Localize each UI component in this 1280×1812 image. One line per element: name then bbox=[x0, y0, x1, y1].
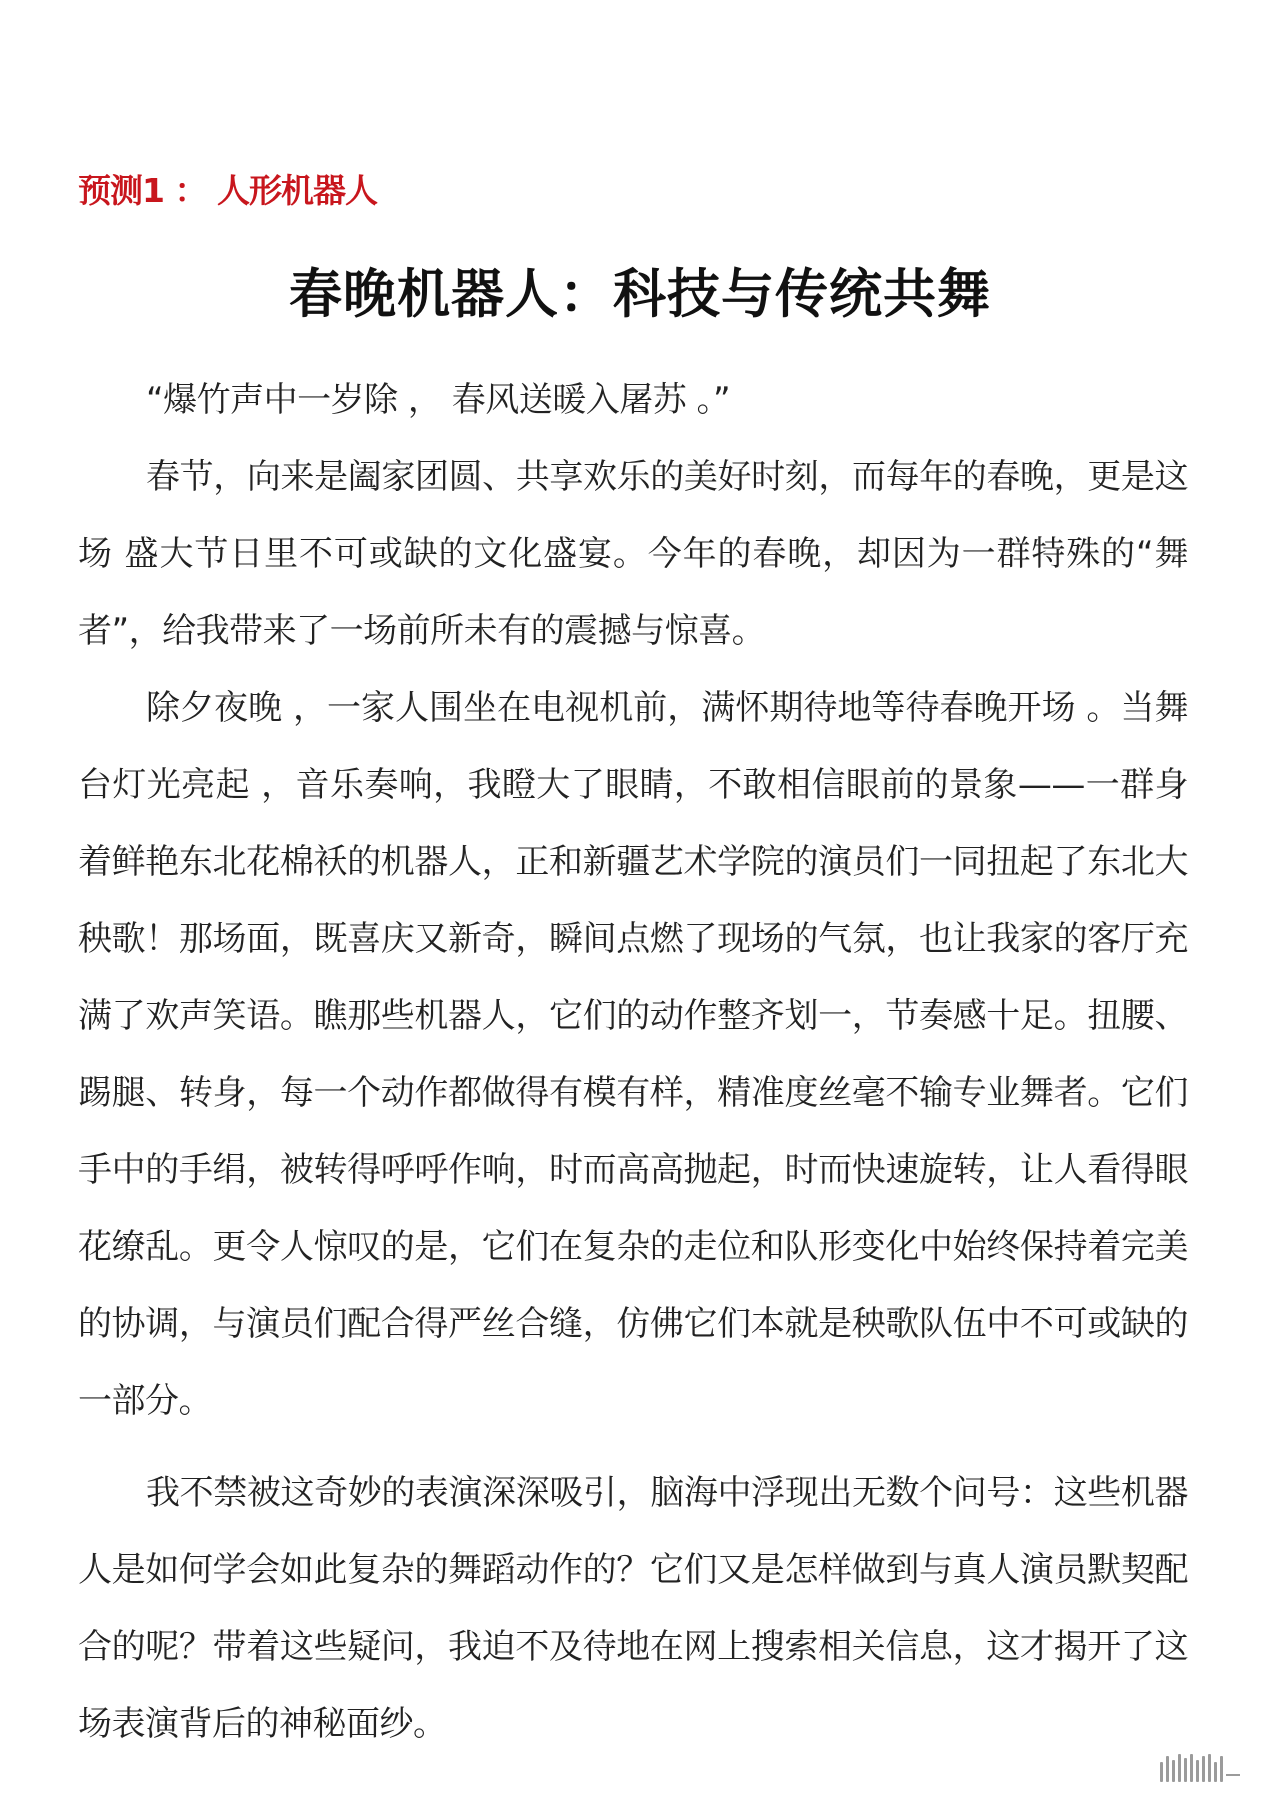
section-label: 预测1 ： 人形机器人 bbox=[78, 171, 377, 210]
article-title: 春晚机器人：科技与传统共舞 bbox=[289, 264, 991, 325]
paragraph-2: 除夕夜晚 ，一家人围坐在电视机前，满怀期待地等待春晚开场 。当舞台灯光亮起 ，音乐奏响，我瞪大了眼睛，不敢相信眼前的景象——一群身着鲜艳东北花棉袄的机器人，正和新疆艺术学院的演员们一同扭起了东北大秧歌！那场面，既喜庆又新奇，瞬间点燃了现场的气氛，也让我家的客厅充满了欢声笑语。瞧那些机器人，它们的动作整齐划一，节奏感十足。扭腰、踢腿、转身，每一个动作都做得有模有样，精准度丝毫不输专业舞者。它们手中的手绢，被转得呼呼作响，时而高高抛起，时而快速旋转，让人看得眼花缭乱。更令人惊叹的是，它们在复杂的走位和队形变化中始终保持着完美的协调，与演员们配合得严丝合缝，仿佛它们本就是秧歌队伍中不可或缺的一部分。 bbox=[78, 688, 1188, 1421]
paragraph-3: 我不禁被这奇妙的表演深深吸引，脑海中浮现出无数个问号：这些机器人是如何学会如此复杂的舞蹈动作的？它们又是怎样做到与真人演员默契配合的呢？带着这些疑问，我迫不及待地在网上搜索相关信息，这才揭开了这场表演背后的神秘面纱。 bbox=[78, 1473, 1188, 1744]
watermark-logo bbox=[1160, 1752, 1240, 1782]
article-body bbox=[78, 362, 1188, 1763]
opening-quote: “爆竹声中一岁除 ， 春风送暖入屠苏 。” bbox=[146, 380, 731, 420]
paragraph-1: 春节，向来是阖家团圆、共享欢乐的美好时刻，而每年的春晚，更是这场 盛大节日里不可或缺的文化盛宴。今年的春晚，却因为一群特殊的“舞者”，给我带来了一场前所未有的震撼与惊喜。 bbox=[78, 457, 1188, 651]
